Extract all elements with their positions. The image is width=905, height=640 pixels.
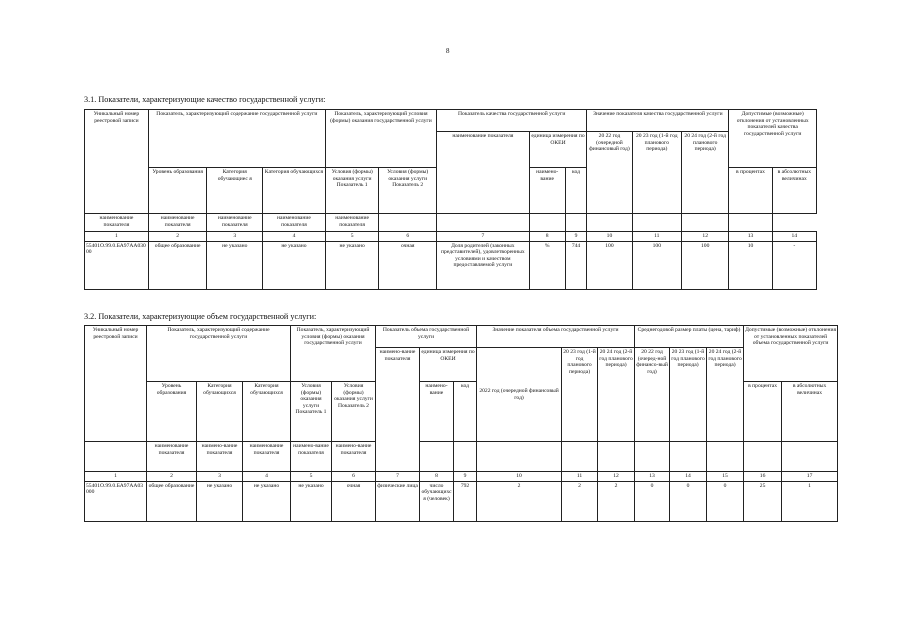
page-number: 8 bbox=[446, 47, 450, 55]
header-deviation-absolute-2: в абсолютных величинах bbox=[782, 382, 838, 442]
header-indicator-name-8: наименование показателя bbox=[243, 442, 291, 472]
header-indicator-name: наименование показателя bbox=[437, 132, 530, 214]
category-4-value: не указано bbox=[243, 481, 291, 521]
header-indicator-name-9: наимено-вание показателя bbox=[291, 442, 332, 472]
year-2-value: 100 bbox=[632, 241, 681, 289]
volume-year-3-value: 2 bbox=[598, 481, 635, 521]
section-heading-volume: 3.2. Показатели, характеризующие объем государственной услуги: bbox=[84, 312, 317, 321]
header-indicator-name-2: наименование показателя bbox=[148, 214, 207, 232]
volume-indicators-table bbox=[84, 325, 838, 522]
header-allowed-deviation: Допустимые (возможные) отклонения от установленных показателей качества государственной услуги bbox=[729, 110, 817, 168]
column-number-row-2: 1 2 3 4 5 6 7 8 9 10 11 12 13 14 15 16 17 bbox=[85, 472, 838, 482]
header-deviation-percent: в процентах bbox=[729, 168, 772, 214]
header-volume-value: Значение показателя объема государственной услуги bbox=[477, 326, 635, 348]
header-year-3: 20 24 год (2-й год планового периода) bbox=[682, 132, 729, 214]
volume-year-1-value: 2 bbox=[477, 481, 562, 521]
header-unit-code: код bbox=[565, 168, 587, 214]
header-student-category-1: Категория обучающиес я bbox=[207, 168, 263, 214]
header-indicator-name-6: наименование показателя bbox=[147, 442, 197, 472]
category-1-value: не указано bbox=[207, 241, 263, 289]
header-price-year-3: 20 24 год (2-й год планового периода) bbox=[707, 348, 744, 442]
header-content-indicator: Показатель, характеризующий содержание государственной услуги bbox=[148, 110, 325, 168]
quality-indicators-table bbox=[84, 109, 817, 290]
table-row bbox=[85, 241, 817, 289]
header-indicator-name-7: наимено-вание показателя bbox=[197, 442, 243, 472]
header-indicator-name-10: наимено-вание показателя bbox=[332, 442, 376, 472]
header-student-category-4: Категория обучающихся bbox=[243, 382, 291, 442]
header-indicator-name-4: наименование показателя bbox=[263, 214, 326, 232]
condition-1-value: не указано bbox=[325, 241, 379, 289]
table-row bbox=[85, 481, 838, 521]
category-3-value: не указано bbox=[197, 481, 243, 521]
header-volume-unit: единица измерения по ОКЕИ bbox=[420, 348, 477, 382]
header-indicator-name-5: наименование показателя bbox=[325, 214, 379, 232]
section-heading-quality: 3.1. Показатели, характеризующие качество государственной услуги: bbox=[84, 95, 326, 104]
header-volume-year-3: 20 24 год (2-й год планового периода) bbox=[598, 348, 635, 442]
header-indicator-name-1: наименование показателя bbox=[85, 214, 149, 232]
okei-code-value: 744 bbox=[565, 241, 587, 289]
header-conditions-indicator: Показатель, характеризующий условия (формы) оказания государственной услуги bbox=[325, 110, 436, 168]
header-deviation-absolute: в абсолютных величинах bbox=[772, 168, 816, 214]
header-volume-year-1: 2022 год (очередной финансовый год) bbox=[477, 348, 562, 442]
header-condition-2: Условия (формы) оказания услуги Показатель 2 bbox=[379, 168, 437, 214]
education-level-value: общее образование bbox=[148, 241, 207, 289]
header-price-year-2: 20 23 год (1-й год планового периода) bbox=[670, 348, 707, 442]
volume-year-2-value: 2 bbox=[562, 481, 598, 521]
unit-value: % bbox=[529, 241, 565, 289]
registry-code: 55401О.99.0.БА97АА03000 bbox=[85, 241, 149, 289]
price-year-1-value: 0 bbox=[635, 481, 670, 521]
header-year-2: 20 23 год (1-й год планового периода) bbox=[632, 132, 681, 214]
education-level-value-2: общее образование bbox=[147, 481, 197, 521]
column-number-row: 1 2 3 4 5 6 7 8 9 10 11 12 13 14 bbox=[85, 232, 817, 242]
price-year-3-value: 0 bbox=[707, 481, 744, 521]
header-volume-year-2: 20 23 год (1-й год планового периода) bbox=[562, 348, 598, 442]
deviation-absolute-value-2: 1 bbox=[782, 481, 838, 521]
registry-code-2: 55401О.99.0.БА97АА03000 bbox=[85, 481, 147, 521]
header-unit-name: наимено-вание bbox=[529, 168, 565, 214]
header-unit-name-2: наимено-вание bbox=[420, 382, 454, 442]
header-quality-indicator: Показатель качества государственной услуги bbox=[437, 110, 587, 132]
header-conditions-indicator-2: Показатель, характеризующий условия (формы) оказания государственной услуги bbox=[291, 326, 376, 382]
header-content-indicator-2: Показатель, характеризующий содержание государственной услуги bbox=[147, 326, 291, 382]
price-year-2-value: 0 bbox=[670, 481, 707, 521]
header-price-year-1: 20 22 год (очеред-ной финансо-вый год) bbox=[635, 348, 670, 442]
header-price: Среднегодовой размер платы (цена, тариф) bbox=[635, 326, 744, 348]
header-unique-number: Уникальный номер реестровой записи bbox=[85, 110, 149, 214]
condition-3-value: не указано bbox=[291, 481, 332, 521]
deviation-absolute-value: - bbox=[772, 241, 816, 289]
deviation-percent-value-2: 25 bbox=[744, 481, 782, 521]
header-quality-value: Значение показателя качества государственной услуги bbox=[587, 110, 729, 132]
header-education-level: Уровень образования bbox=[148, 168, 207, 214]
volume-unit-value: число обучающихся (человек) bbox=[420, 481, 454, 521]
header-student-category-3: Категория обучающихся bbox=[197, 382, 243, 442]
header-unit-code-2: код bbox=[454, 382, 477, 442]
header-student-category-2: Категория обучающихся bbox=[263, 168, 326, 214]
year-3-value: 100 bbox=[682, 241, 729, 289]
header-volume-indicator: Показатель объема государственной услуги bbox=[376, 326, 477, 348]
header-volume-name: наимено-вание показателя bbox=[376, 348, 420, 472]
header-deviation-percent-2: в процентах bbox=[744, 382, 782, 442]
volume-okei-code: 792 bbox=[454, 481, 477, 521]
year-1-value: 100 bbox=[587, 241, 632, 289]
volume-indicator-value: физические лица bbox=[376, 481, 420, 521]
header-condition-4: Условия (формы) оказания услуги Показатель 2 bbox=[332, 382, 376, 442]
header-condition-1: Условия (формы) оказания услуги Показатель 1 bbox=[325, 168, 379, 214]
condition-4-value: очная bbox=[332, 481, 376, 521]
header-indicator-name-3: наименование показателя bbox=[207, 214, 263, 232]
header-allowed-deviation-2: Допустимые (возможные) отклонения от установленных показателей объема государственной услуги bbox=[744, 326, 838, 382]
category-2-value: не указано bbox=[263, 241, 326, 289]
deviation-percent-value: 10 bbox=[729, 241, 772, 289]
header-condition-3: Условия (формы) оказания услуги Показатель 1 bbox=[291, 382, 332, 442]
quality-indicator-value: Доля родителей (законных представителей), удовлетворенных условиями и качеством предоставляемой услуги bbox=[437, 241, 530, 289]
header-unique-number-2: Уникальный номер реестровой записи bbox=[85, 326, 147, 442]
header-year-1: 20 22 год (очередной финансовый год) bbox=[587, 132, 632, 214]
header-education-level-2: Уровень образования bbox=[147, 382, 197, 442]
condition-2-value: очная bbox=[379, 241, 437, 289]
header-unit-okei: единица измерения по ОКЕИ bbox=[529, 132, 587, 168]
